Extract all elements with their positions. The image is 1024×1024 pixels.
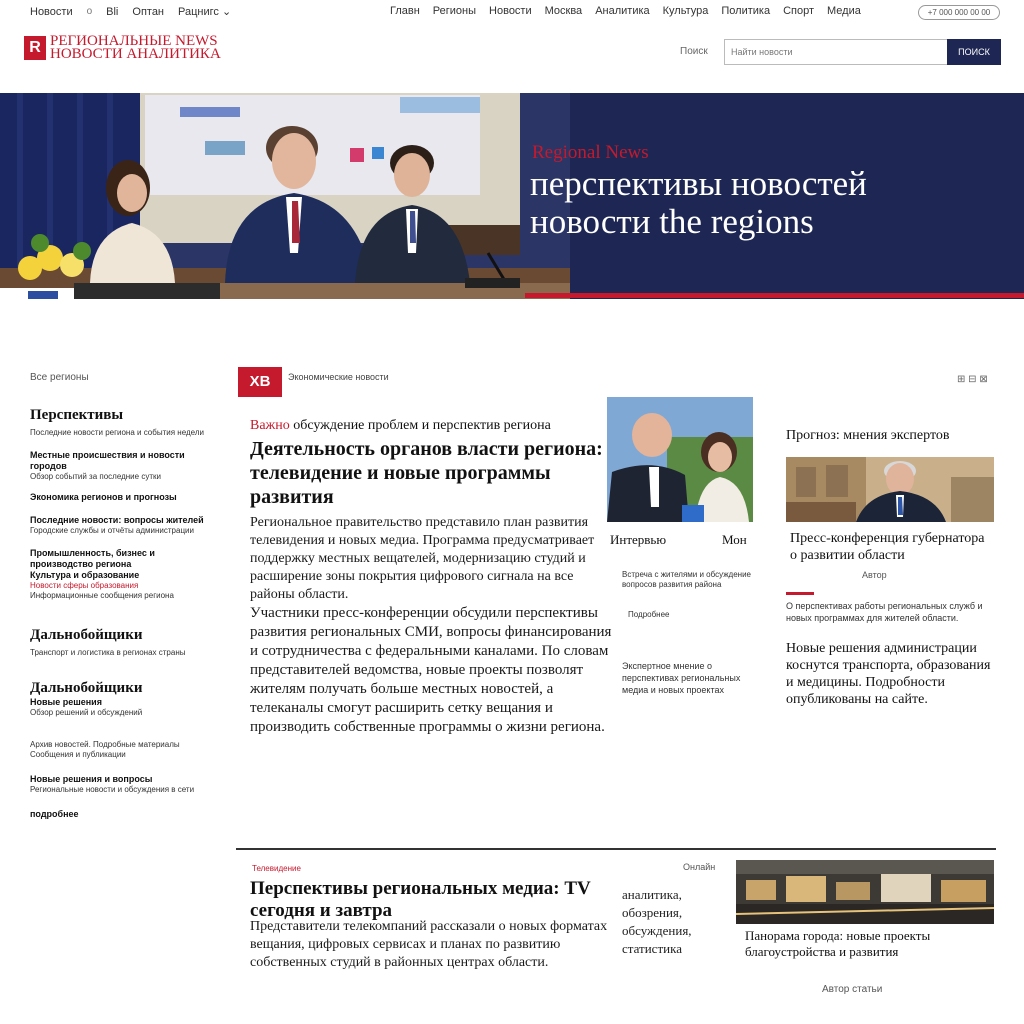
sidebar-text[interactable]: Городские службы и отчёты администрации bbox=[30, 526, 194, 535]
sidebar-link[interactable]: Новые решения bbox=[30, 697, 102, 707]
nav-item-sport[interactable]: Спорт bbox=[783, 5, 815, 17]
main-body-1: Региональное правительство представило план развития телевидения и новых медиа. Программа предусматривает поддержку местных вещателей, модернизацию студий и расширение зоны покрытия цифрового сигнала на все районы области. bbox=[250, 515, 595, 602]
hero-photo[interactable] bbox=[0, 93, 570, 299]
bottom-mid-text[interactable]: аналитика, обозрения, обсуждения, статистика bbox=[622, 887, 692, 956]
section-divider bbox=[236, 848, 996, 850]
bottom-mid-label: Онлайн bbox=[683, 862, 716, 872]
hero-red-line bbox=[525, 293, 1024, 298]
sidebar-text[interactable]: Обзор событий за последние сутки bbox=[30, 472, 161, 481]
phone-pill[interactable]: +7 000 000 00 00 bbox=[918, 5, 1000, 20]
section-badge: ХВ bbox=[238, 367, 282, 397]
nav-item-main[interactable]: Главн bbox=[390, 5, 420, 17]
right-red-mark bbox=[786, 592, 814, 595]
sidebar-text[interactable]: Региональные новости и обсуждения в сети bbox=[30, 785, 195, 794]
sidebar-text[interactable]: Информационные сообщения региона bbox=[30, 591, 174, 600]
sidebar-text[interactable]: Транспорт и логистика в регионах страны bbox=[30, 648, 186, 657]
right-body: Новые решения администрации коснутся транспорта, образования и медицины. Подробности опубликованы на сайте. bbox=[786, 641, 991, 707]
right-heading[interactable]: Прогноз: мнения экспертов bbox=[786, 428, 950, 443]
city-photo[interactable] bbox=[736, 860, 994, 924]
nav-item-culture[interactable]: Культура bbox=[662, 5, 709, 17]
middle-more-link[interactable]: Подробнее bbox=[628, 610, 670, 619]
logo-line-1: РЕГИОНАЛЬНЫЕ NEWS bbox=[50, 33, 218, 49]
top-link-3[interactable]: Оптан bbox=[132, 5, 165, 18]
top-link-2[interactable]: Bli bbox=[106, 5, 119, 18]
right-body-small: О перспективах работы региональных служб и новых программах для жителей области. bbox=[786, 601, 983, 623]
city-panorama-image bbox=[736, 860, 994, 924]
site-logo[interactable] bbox=[24, 33, 221, 66]
press-conference-image bbox=[0, 93, 570, 299]
nav-item-regions[interactable]: Регионы bbox=[432, 5, 477, 17]
interview-caption[interactable]: Интервью bbox=[610, 532, 667, 547]
sidebar-link[interactable]: подробнее bbox=[30, 809, 79, 819]
top-dropdown[interactable] bbox=[178, 5, 231, 18]
dot-separator: o bbox=[86, 6, 93, 17]
hero-headline-2[interactable]: новости the regions bbox=[530, 202, 814, 241]
middle-text: Встреча с жителями и обсуждение вопросов развития района bbox=[622, 570, 751, 589]
kicker-text: обсуждение проблем и перспектив региона bbox=[293, 418, 551, 433]
kicker-red: Важно bbox=[250, 418, 290, 433]
main-headline[interactable]: Деятельность органов власти региона: телевидение и новые программы развития bbox=[250, 438, 603, 508]
right-caption[interactable]: Пресс-конференция губернатора о развитии области bbox=[790, 531, 985, 563]
search-button[interactable]: ПОИСК bbox=[947, 39, 1001, 65]
view-toggle-icons[interactable]: ⊞ ⊟ ⊠ bbox=[957, 374, 988, 385]
main-nav bbox=[390, 5, 861, 17]
top-left-links bbox=[30, 5, 231, 18]
bottom-headline[interactable]: Перспективы региональных медиа: TV сегодня и завтра bbox=[250, 878, 591, 921]
sidebar-text[interactable]: Обзор решений и обсуждений bbox=[30, 708, 143, 717]
hero-headline-1[interactable]: перспективы новостей bbox=[530, 164, 867, 203]
top-dropdown-label: Рацнигс bbox=[178, 6, 219, 18]
top-link-news[interactable]: Новости bbox=[30, 5, 73, 18]
sidebar-text[interactable]: Архив новостей. Подробные материалы bbox=[30, 740, 180, 749]
interview-photo[interactable] bbox=[607, 397, 753, 522]
nav-item-news[interactable]: Новости bbox=[489, 5, 532, 17]
bottom-tag[interactable]: Телевидение bbox=[252, 864, 301, 873]
right-photo[interactable] bbox=[786, 457, 994, 522]
sidebar-heading[interactable]: Перспективы bbox=[30, 407, 124, 423]
right-author: Автор bbox=[862, 570, 887, 580]
search-label: Поиск bbox=[680, 46, 708, 57]
sidebar-link[interactable]: Культура и образование bbox=[30, 570, 140, 580]
bottom-author: Автор статьи bbox=[822, 984, 883, 995]
logo-line-2: НОВОСТИ АНАЛИТИКА bbox=[50, 46, 221, 62]
interview-image bbox=[607, 397, 753, 522]
sidebar-label: Все регионы bbox=[30, 372, 89, 383]
search-input[interactable]: Найти новости bbox=[724, 39, 948, 65]
governor-image bbox=[786, 457, 994, 522]
sidebar-heading[interactable]: Дальнобойщики bbox=[30, 680, 143, 696]
top-bar bbox=[0, 0, 1024, 26]
sidebar-red-link[interactable]: Новости сферы образования bbox=[30, 581, 139, 590]
nav-item-politics[interactable]: Политика bbox=[721, 5, 771, 17]
bottom-body: Представители телекомпаний рассказали о новых форматах вещания, цифровых сервисах и планах по развитию собственных студий в районных центрах области. bbox=[250, 919, 608, 970]
hero-kicker: Regional News bbox=[532, 142, 649, 163]
sidebar-link[interactable]: Новые решения и вопросы bbox=[30, 774, 153, 784]
section-label[interactable]: Экономические новости bbox=[288, 372, 389, 382]
sidebar-link[interactable]: Местные происшествия и новости городов bbox=[30, 450, 185, 471]
sidebar-heading[interactable]: Дальнобойщики bbox=[30, 627, 143, 643]
nav-item-media[interactable]: Медиа bbox=[827, 5, 861, 17]
left-sidebar bbox=[30, 372, 205, 820]
nav-item-analytics[interactable]: Аналитика bbox=[595, 5, 650, 17]
interview-caption-2[interactable]: Мон bbox=[722, 532, 747, 547]
bottom-caption[interactable]: Панорама города: новые проекты благоустройства и развития bbox=[745, 928, 931, 959]
nav-item-moscow[interactable]: Москва bbox=[544, 5, 583, 17]
sidebar-text[interactable]: Сообщения и публикации bbox=[30, 750, 126, 759]
sidebar-link[interactable]: Промышленность, бизнес и производство региона bbox=[30, 548, 155, 569]
main-kicker bbox=[250, 418, 551, 434]
sidebar-link[interactable]: Экономика регионов и прогнозы bbox=[30, 492, 177, 502]
logo-badge: R bbox=[24, 36, 46, 60]
main-body-2: Участники пресс-конференции обсудили перспективы развития региональных СМИ, вопросы финансирования и сотрудничества с федеральными каналами. По словам представителей ведомства, новые проекты позволят жителям получать больше местных новостей, а телеканалы смогут расширить сетку вещания и производить собственные программы о жизни региона. bbox=[250, 605, 612, 735]
middle-text-2: Экспертное мнение о перспективах региональных медиа и новых проектах bbox=[622, 661, 741, 695]
sidebar-link[interactable]: Последние новости: вопросы жителей bbox=[30, 515, 204, 525]
sidebar-text[interactable]: Последние новости региона и события недели bbox=[30, 428, 204, 437]
chevron-down-icon: ⌄ bbox=[221, 6, 232, 18]
hero-banner[interactable] bbox=[0, 93, 1024, 299]
